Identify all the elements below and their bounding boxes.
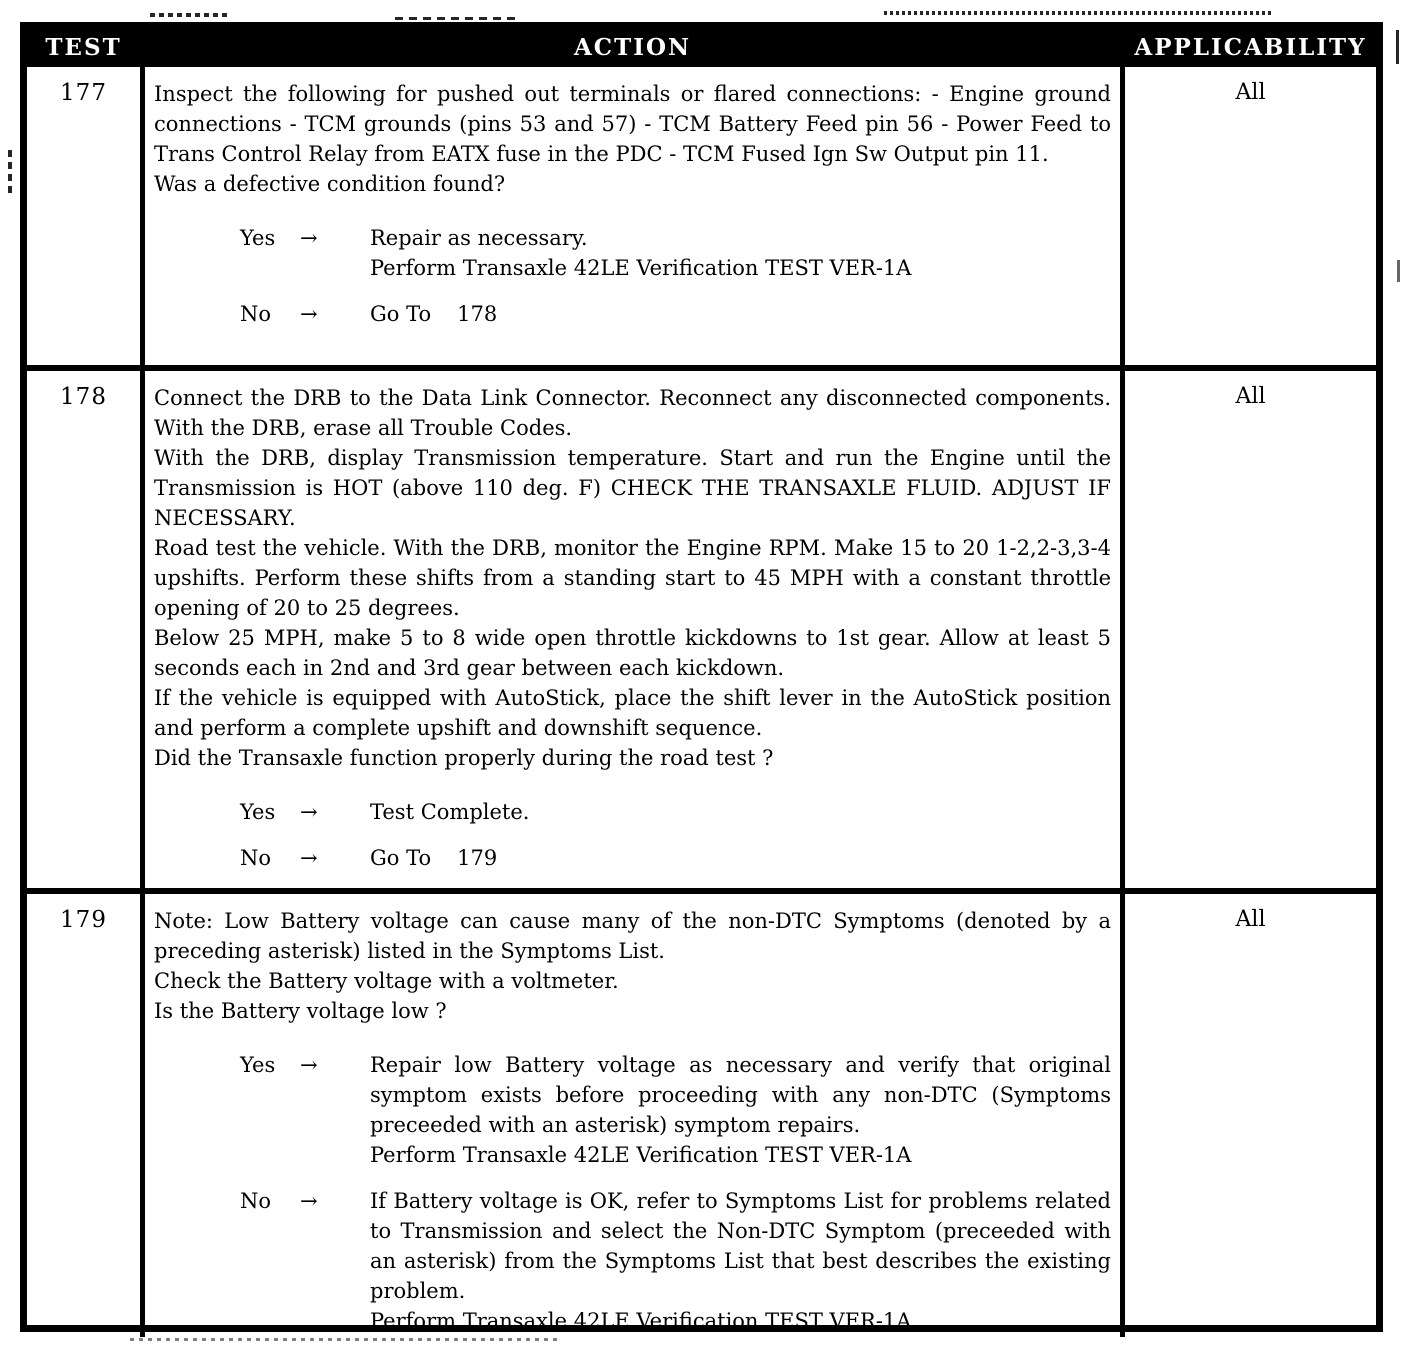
decision-label: No (240, 1189, 272, 1213)
action-cell (140, 371, 1125, 888)
decision-yes (240, 797, 1111, 827)
decision-paragraph: If Battery voltage is OK, refer to Symptoms List for problems related to Transmission and select the Non-DTC Symptom (preceeded with an asterisk) from the Symptoms List that best describes the existing problem. (370, 1189, 1111, 1303)
decision-line: Perform Transaxle 42LE Verification TEST VER-1A (370, 256, 912, 280)
action-paragraph: Is the Battery voltage low ? (154, 999, 447, 1023)
right-arrow-icon: → (300, 226, 318, 250)
column-header-applicability: APPLICABILITY (1134, 34, 1367, 61)
goto-label: Go To (370, 302, 432, 326)
right-arrow-icon: → (300, 1053, 318, 1077)
test-number-cell: 177 (60, 80, 107, 106)
right-arrow-icon: → (300, 1189, 318, 1213)
action-paragraph: Was a defective condition found? (154, 172, 506, 196)
diagnostic-table (20, 22, 1383, 1332)
action-cell (140, 894, 1125, 1337)
decision-text (370, 1050, 1111, 1170)
scan-artifact (395, 17, 515, 20)
table-row-test-178 (27, 365, 1376, 888)
action-paragraph: If the vehicle is equipped with AutoStick, place the shift lever in the AutoStick position and perform a complete upshift and downshift sequence. (154, 686, 1111, 740)
applicability-cell: All (1235, 80, 1266, 105)
action-paragraph: Note: Low Battery voltage can cause many of the non-DTC Symptoms (denoted by a preceding asterisk) listed in the Symptoms List. (154, 909, 1111, 963)
action-paragraph: Did the Transaxle function properly during the road test ? (154, 746, 774, 770)
goto-line (370, 843, 1111, 873)
scan-artifact (8, 150, 12, 196)
applicability-cell: All (1235, 384, 1266, 409)
goto-target: 178 (457, 302, 498, 326)
right-arrow-icon: → (300, 800, 318, 824)
action-paragraph: Check the Battery voltage with a voltmeter. (154, 969, 619, 993)
decision-text (370, 1186, 1111, 1336)
goto-target: 179 (457, 846, 498, 870)
action-paragraph: Connect the DRB to the Data Link Connector. Reconnect any disconnected components. With the DRB, erase all Trouble Codes. (154, 386, 1111, 440)
action-paragraph: Inspect the following for pushed out terminals or flared connections: - Engine ground connections - TCM grounds (pins 53 and 57) - TCM Battery Feed pin 56 - Power Feed to Trans Control Relay from EATX fuse in the PDC - TCM Fused Ign Sw Output pin 11. (154, 82, 1111, 166)
decision-label: No (240, 846, 272, 870)
scan-artifact (1397, 260, 1400, 282)
applicability-cell: All (1235, 907, 1266, 932)
goto-label: Go To (370, 846, 432, 870)
action-paragraph: Below 25 MPH, make 5 to 8 wide open throttle kickdowns to 1st gear. Allow at least 5 seconds each in 2nd and 3rd gear between each kickdown. (154, 626, 1111, 680)
right-arrow-icon: → (300, 302, 318, 326)
scan-artifact (884, 11, 1274, 15)
scan-artifact (150, 13, 230, 17)
decision-label: Yes (240, 800, 276, 824)
action-paragraph: Road test the vehicle. With the DRB, monitor the Engine RPM. Make 15 to 20 1-2,2-3,3-4 upshifts. Perform these shifts from a standing start to 45 MPH with a constant throttle opening of 20 to 25 degrees. (154, 536, 1111, 620)
column-header-test: TEST (45, 34, 122, 61)
decision-line: Test Complete. (370, 800, 530, 824)
decision-paragraph: Repair low Battery voltage as necessary and verify that original symptom exists before proceeding with any non-DTC (Symptoms preceeded with an asterisk) symptom repairs. (370, 1053, 1111, 1137)
column-header-action: ACTION (573, 34, 692, 61)
test-number-cell: 179 (60, 907, 107, 933)
decision-line: Repair as necessary. (370, 226, 588, 250)
decision-label: Yes (240, 1053, 276, 1077)
decision-line: Perform Transaxle 42LE Verification TEST VER-1A (370, 1143, 912, 1167)
goto-line (370, 299, 1111, 329)
decision-text (370, 299, 1111, 329)
decision-text (370, 797, 1111, 827)
decision-text (370, 843, 1111, 873)
test-number-cell: 178 (60, 384, 107, 410)
scan-artifact (1396, 30, 1399, 64)
scan-artifact (130, 1338, 560, 1341)
action-cell (140, 67, 1125, 365)
decision-no (240, 299, 1111, 329)
decision-yes (240, 223, 1111, 283)
right-arrow-icon: → (300, 846, 318, 870)
decision-label: No (240, 302, 272, 326)
decision-label: Yes (240, 226, 276, 250)
decision-line: Perform Transaxle 42LE Verification TEST VER-1A (370, 1309, 912, 1333)
table-row-test-179 (27, 888, 1376, 1337)
decision-no (240, 1186, 1111, 1336)
decision-text (370, 223, 1111, 283)
decision-yes (240, 1050, 1111, 1170)
decision-no (240, 843, 1111, 873)
table-header (27, 29, 1376, 67)
table-row-test-177 (27, 67, 1376, 365)
action-paragraph: With the DRB, display Transmission temperature. Start and run the Engine until the Transmission is HOT (above 110 deg. F) CHECK THE TRANSAXLE FLUID. ADJUST IF NECESSARY. (154, 446, 1111, 530)
